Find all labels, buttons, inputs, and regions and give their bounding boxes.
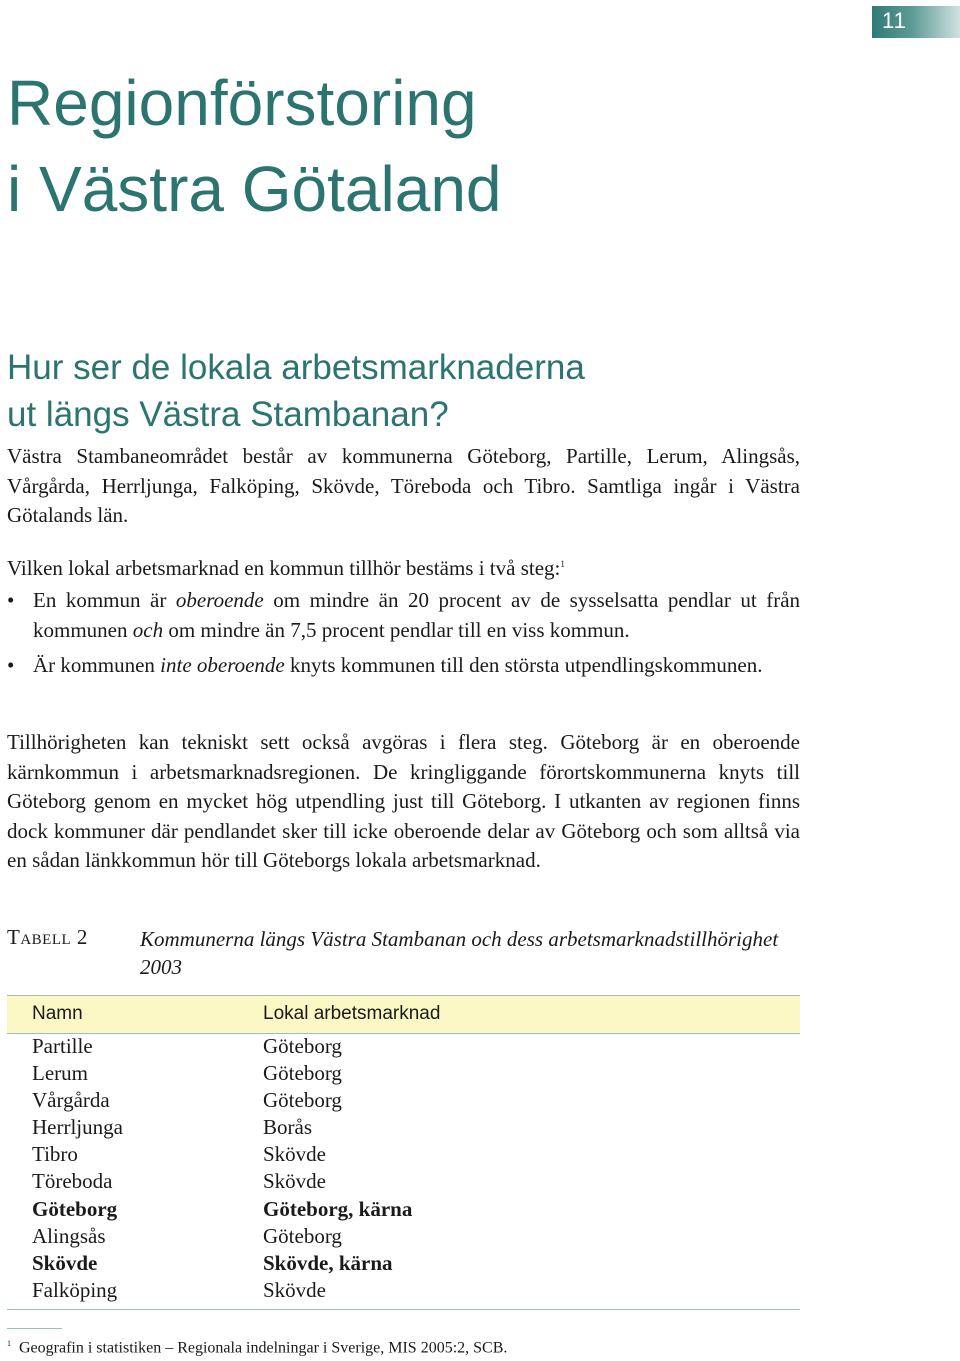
cell-name: Vårgårda <box>32 1088 110 1113</box>
section-heading-line-2: ut längs Västra Stambanan? <box>7 395 449 434</box>
table-caption: Kommunerna längs Västra Stambanan och dess arbetsmarknadstillhörighet 2003 <box>140 927 779 979</box>
list-item-text: knyts kommunen till den största utpendlingskommunen. <box>284 653 763 678</box>
table-label: Tabell 2 <box>7 925 88 949</box>
cell-labor-market: Göteborg <box>263 1223 342 1248</box>
cell-name: Töreboda <box>32 1169 113 1194</box>
list-item-text: om mindre än 20 procent av de sysselsatta pendlar ut från kommunen <box>33 588 801 642</box>
table-row <box>7 1034 800 1061</box>
criteria-list <box>7 586 800 687</box>
cell-labor-market: Skövde <box>263 1169 326 1194</box>
list-item-emphasis: oberoende <box>175 588 264 612</box>
list-item-text: om mindre än 7,5 procent pendlar till en viss kommun. <box>163 617 630 642</box>
cell-labor-market: Skövde <box>263 1277 326 1302</box>
table-row <box>7 1251 800 1278</box>
steps-paragraph-text: Vilken lokal arbetsmarknad en kommun tillhör bestäms i två steg: <box>7 556 561 580</box>
table-row <box>7 1088 800 1115</box>
section-heading-line-1: Hur ser de lokala arbetsmarknaderna <box>7 348 585 387</box>
cell-labor-market: Göteborg <box>263 1034 342 1058</box>
steps-paragraph <box>7 550 800 584</box>
table-row <box>7 1224 800 1251</box>
footnote <box>7 1339 507 1357</box>
table-header <box>7 995 800 1034</box>
bullet-icon: • <box>7 588 15 612</box>
table-bottom-rule <box>7 1309 800 1310</box>
list-item-emphasis: och <box>132 617 164 642</box>
list-item-text: En kommun är <box>33 588 176 612</box>
cell-name: Herrljunga <box>32 1115 123 1140</box>
table-row <box>7 1169 800 1196</box>
cell-name: Göteborg <box>32 1196 118 1221</box>
footnote-text: Geografin i statistiken – Regionala indelningar i Sverige, MIS 2005:2, SCB. <box>19 1339 508 1357</box>
intro-paragraph: Västra Stambaneområdet består av kommunerna Göteborg, Partille, Lerum, Alingsås, Vårgårda, Herrljunga, Falköping, Skövde, Töreboda och Tibro. Samtliga ingår i Västra Götalands län. <box>7 444 800 528</box>
table-row <box>7 1115 800 1142</box>
cell-labor-market: Göteborg <box>263 1088 342 1113</box>
list-item <box>7 651 800 681</box>
body-paragraph: Tillhörigheten kan tekniskt sett också avgöras i flera steg. Göteborg är en oberoende kärnkommun i arbetsmarknadsregionen. De kringliggande förortskommunerna knyts till Göteborg genom en mycket hög utpendling just till Göteborg. I utkanten av regionen finns dock kommuner där pendlandet sker till icke oberoende delar av Göteborg och som alltså via en sådan länkkommun hör till Göteborgs lokala arbetsmarknad. <box>7 730 800 873</box>
cell-name: Falköping <box>32 1277 118 1302</box>
table-row <box>7 1197 800 1224</box>
section-heading <box>7 344 585 438</box>
cell-name: Alingsås <box>32 1223 106 1248</box>
cell-name: Tibro <box>32 1142 78 1167</box>
footnote-reference: 1 <box>560 559 565 569</box>
footnote-rule <box>7 1328 62 1329</box>
list-item <box>7 586 800 645</box>
column-header-labor-market: Lokal arbetsmarknad <box>263 1003 441 1024</box>
table-row <box>7 1278 800 1305</box>
page-title <box>7 60 502 232</box>
cell-name: Skövde <box>32 1250 98 1275</box>
cell-labor-market: Skövde <box>263 1142 326 1167</box>
cell-labor-market: Skövde, kärna <box>263 1250 393 1275</box>
list-item-text: Är kommunen <box>33 653 161 678</box>
cell-labor-market: Borås <box>263 1115 312 1140</box>
page-title-line-2: i Västra Götaland <box>7 153 502 225</box>
table-row <box>7 1142 800 1169</box>
list-item-emphasis: inte oberoende <box>160 653 285 678</box>
page-number-tab <box>872 6 960 38</box>
table-body <box>7 1034 800 1305</box>
cell-labor-market: Göteborg <box>263 1061 342 1086</box>
cell-name: Lerum <box>32 1061 88 1086</box>
cell-name: Partille <box>32 1034 93 1058</box>
table-row <box>7 1061 800 1088</box>
bullet-icon: • <box>7 653 15 678</box>
cell-labor-market: Göteborg, kärna <box>263 1196 413 1221</box>
page-title-line-1: Regionförstoring <box>7 67 477 139</box>
footnote-mark: 1 <box>7 1339 11 1348</box>
page-number: 11 <box>882 8 907 33</box>
column-header-name: Namn <box>32 1003 83 1024</box>
